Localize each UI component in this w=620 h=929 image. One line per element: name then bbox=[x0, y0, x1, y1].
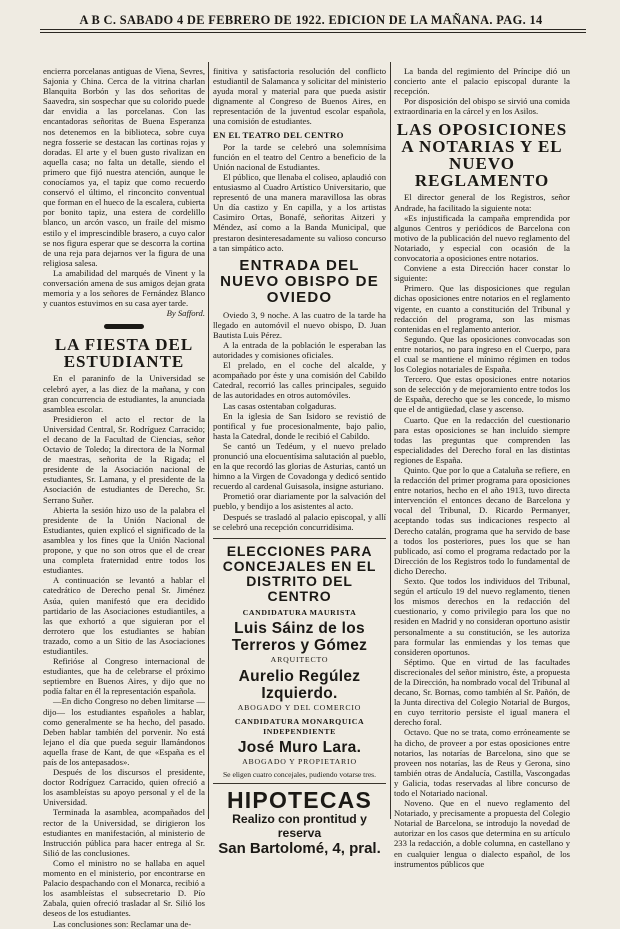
article-text: Como el ministro no se hallaba en aquel momento en el ministerio, por encontrarse en Palacio despachando con el Monarca, recibió a los asambleístas el subsecretario D. Pío Zabala, quien ofreció trasladar al Sr. Silió los deseos de los estudiantes. bbox=[43, 857, 205, 919]
article-text: Presidieron el acto el rector de la Universidad Central, Sr. Rodríguez Carracido; el decano de la Facultad de Ciencias, señor Octavio de Toledo; la directora de la Normal de maestras, señorita de la Rigada; el presidente de la Asociación nacional de estudiantes, Sr. Lamana, y el presidente de la Asociación de estudiantes de Derecho, Sr. Serrano Suñer. bbox=[43, 413, 205, 505]
ad-hipotecas-title: HIPOTECAS bbox=[227, 787, 372, 814]
ad-note: Se eligen cuatro concejales, pudiendo votarse tres. bbox=[222, 770, 377, 780]
ad-title: ELECCIONES PARA CONCEJALES EN EL DISTRITO DEL CENTRO bbox=[222, 542, 377, 604]
article-text: Octavo. Que no se trata, como erróneamente se ha dicho, de proveer a por estas oposiciones entre notarios, las notarías de Barcelona, sino que se proveen nos notarías, las de Reus y Gerona, sino también otras de Andalucía, Castilla, Vascongadas y Galicia, todas reservadas al libre concurso de todo el Notariado nacional. bbox=[394, 727, 570, 798]
ad-candidate-name: Luis Sáinz de los Terreros y Gómez bbox=[231, 619, 368, 654]
article-text: La amabilidad del marqués de Vinent y la conversación amena de sus amigos dejan grata memoria y a los señores de Fernández Blanco y cuantos estuvimos en su casa ayer tarde. bbox=[43, 267, 205, 309]
article-text: El director general de los Registros, señor Andrade, ha facilitado la siguiente nota: bbox=[394, 192, 570, 213]
headline-fiesta-estudiante: LA FIESTA DEL ESTUDIANTE bbox=[54, 335, 194, 372]
election-advertisement bbox=[213, 538, 386, 780]
column-1 bbox=[43, 66, 205, 929]
column-3 bbox=[394, 66, 570, 869]
article-text: Las casas ostentaban colgaduras. bbox=[223, 400, 337, 411]
article-text: Séptimo. Que en virtud de las facultades discrecionales del señor ministro, éste, a propuesta de la Dirección, ha nombrado vocal del Tribunal al decano, Sr. Bornas, como también al Sr. Pañón, de la Junta directiva del Colegio Notarial de Burgos, en cuyo territorio persiste el igual manera el derecho foral. bbox=[394, 656, 570, 728]
ad-candidate-profession: ABOGADO Y PROPIETARIO bbox=[242, 757, 357, 767]
article-text: Conviene a esta Dirección hacer constar lo siguiente: bbox=[394, 263, 570, 284]
ornament-divider bbox=[43, 321, 205, 331]
column-2 bbox=[213, 66, 386, 858]
article-text: Sexto. Que todos los individuos del Tribunal, según el artículo 19 del nuevo reglamento, tienen los mismos derechos en la redacción del cuestionario, y como privilegio para los que no residen en Madrid y no consideran oportuno asistir personalmente a su constitución, se les autoriza para formular las enmiendas y los temas que consideren oportunos. bbox=[394, 576, 570, 657]
article-text: Oviedo 3, 9 noche. A las cuatro de la tarde ha llegado en automóvil el nuevo obispo, D. Juan Bautista Luis Pérez. bbox=[213, 309, 386, 340]
column-divider-1 bbox=[208, 62, 209, 819]
article-text: A continuación se levantó a hablar el catedrático de Derecho penal Sr. Jiménez Asúa, quien manifestó que era decidido partidario de las Asociaciones estudiantiles, a las que exhortó a que siguieran por el derrotero que los estudiantes se habían trazado, como a un Sitio de las Asociaciones estudiantiles. bbox=[43, 575, 205, 656]
article-text: Por la tarde se celebró una solemnísima función en el teatro del Centro a beneficio de la Unión nacional de Estudiantes. bbox=[213, 141, 386, 172]
article-text: El prelado, en el coche del alcalde, y acompañado por éste y una comisión del Cabildo Catedral, recorrió las calles principales, seguido de las autoridades en otros automóviles. bbox=[213, 360, 386, 401]
article-text: Las conclusiones son: Reclamar una de- bbox=[53, 918, 192, 929]
page-masthead: A B C. SABADO 4 DE FEBRERO DE 1922. EDICION DE LA MAÑANA. PAG. 14 bbox=[79, 13, 543, 27]
masthead-rule-bottom bbox=[40, 32, 586, 33]
column-divider-2 bbox=[390, 62, 391, 819]
article-text: Después se trasladó al palacio episcopal, y allí se celebró una recepción concurridísima. bbox=[213, 511, 386, 532]
subheadline-teatro-centro: EN EL TEATRO DEL CENTRO bbox=[213, 129, 344, 140]
article-text: El público, que llenaba el coliseo, aplaudió con entusiasmo al Cuadro Artístico Universitario, que representó de una manera maravillosa las obras Un día castizo y En capilla, y a los artistas Casimiro Ortas, Bonafé, señoritas Aitzeri y Méndez, así como a la Banda Municipal, que prestaron desinteresadamente su valioso concurso a tan simpático acto. bbox=[213, 171, 386, 253]
ad-candidate-profession: ABOGADO Y DEL COMERCIO bbox=[237, 702, 362, 712]
article-text: —En dicho Congreso no deben limitarse —dijo— los estudiantes españoles a hablar, como generalmente se ha hecho, del pasado. Deben hablar también del porvenir. No está lejano el día que pueda seguir llamándonos aquella frase de Kant, de que «España es el país de los antepasados». bbox=[43, 696, 205, 767]
article-text: Abierta la sesión hizo uso de la palabra el presidente de la Unión Nacional de Estudiantes, quien explicó el significado de la asamblea y los fines que la Unión Nacional propone, y que no son otros que el de crear una completa fraternidad entre todos los estudiantes. bbox=[43, 504, 205, 576]
article-text: Cuarto. Que en la redacción del cuestionario para estas oposiciones se han incluído siempre todas las preguntas que comprenden las especialidades del Derecho foral en las distintas regiones de España. bbox=[394, 414, 570, 465]
article-text: En la iglesia de San Isidoro se revistió de pontifical y fue procesionalmente, bajo palio, hasta la Catedral, donde le recibió el Cabildo. bbox=[213, 410, 386, 441]
article-text: Después de los discursos el presidente, doctor Rodríguez Carracido, quien ofreció a los asambleístas su apoyo personal y el de la Universidad. bbox=[43, 767, 205, 808]
headline-oposiciones-notarias: LAS OPOSICIONES A NOTARIAS Y EL NUEVO REGLAMENTO bbox=[396, 120, 568, 191]
article-text: Segundo. Que las oposiciones convocadas son entre notarios, no para ingreso en el Cuerpo, para el cual se mantiene el mínimo régimen en todos los Colegios notariales de España. bbox=[394, 333, 570, 375]
masthead-rule-top bbox=[40, 29, 586, 30]
article-text: Tercero. Que estas oposiciones entre notarios son de selección y de mejoramiento entre todos los de España, derecho que se les concede, lo mismo que el de antigüedad, clase y ascenso. bbox=[394, 374, 570, 415]
article-text: Noveno. Que en el nuevo reglamento del Notariado, y precisamente a propuesta del Colegio Notarial de Barcelona, se introdujo la novedad de autorizar en los casos que determina en su artículo 233 la redacción, a doble columna, en castellano y en cualquier lengua o dialecto español, de los instrumentos públicos que bbox=[394, 798, 570, 869]
article-text: Terminada la asamblea, acompañados del rector de la Universidad, se dirigieron los estudiantes en manifestación, al ministerio de Instrucción pública para hacer entrega al Sr. Silió de las conclusiones. bbox=[43, 807, 205, 858]
article-text: Refirióse al Congreso internacional de estudiantes, que ha de celebrarse el próximo septiembre en Buenos Aires, y dijo que no podía faltar en él la representación española. bbox=[43, 656, 205, 697]
article-text: finitiva y satisfactoria resolución del conflicto estudiantil de Salamanca y solicitar del ministerio ayuda moral y material para que pueda asistir dignamente al Congreso de Buenos Aires, en representación de la juventud escolar española, una comisión de estudiantes. bbox=[213, 66, 386, 127]
article-text: Por disposición del obispo se sirvió una comida extraordinaria en la cárcel y en los Asilos. bbox=[394, 96, 570, 117]
article-text: Se cantó un Tedéum, y el nuevo prelado pronunció una elocuentísima salutación al pueblo, en la que recordó las glorias de Asturias, cantó un himno a la Virgen de Covadonga y dedicó sentido recuerdo al cardenal Guisasola, insigne asturiano. bbox=[213, 440, 386, 492]
ad-candidate-profession: ARQUITECTO bbox=[270, 654, 329, 664]
article-text: A la entrada de la población le esperaban las autoridades y comisiones oficiales. bbox=[213, 339, 386, 361]
article-signature: By Safford. bbox=[166, 308, 205, 319]
article-text: encierra porcelanas antiguas de Viena, Sevres, Sajonia y China. Cerca de la vitrina charlan Blanquita Borbón y las dos señoritas de Saavedra, sin sospechar que su colorido puede dar envidia a las porcelanas. Con las encantadoras señoritas de Buena Esperanza nos detenemos en la biblioteca, sobre cuya negra fosserie se destacan las cortinas rojas y doradas. El arte y el buen gusto rivalizan en aquella casa; no falta un detalle, siendo el primero que fijó nuestra atención, aunque le conocíamos ya, el tapiz que como recuerdo conservó el último, el rinconcito conventual que forman en el hueco de la escalera, cubierta por bonito tapiz, una estera de cordelillo blanco, un arcón vasco, un fraile del mismo estilo y el imprescindible brasero, a cuyo calor se nos figura esperar que se descorra la cortina de una reja para dejarnos ver la figura de una religiosa salesa. bbox=[43, 66, 205, 268]
article-text: En el paraninfo de la Universidad se celebró ayer, a las diez de la mañana, y con gran concurrencia de estudiantes, la anunciada asamblea escolar. bbox=[43, 373, 205, 414]
ad-candidacy-label: CANDIDATURA MAURISTA bbox=[242, 607, 357, 617]
ad-candidate-name: Aurelio Regúlez Izquierdo. bbox=[238, 667, 361, 702]
article-text: Quinto. Que por lo que a Cataluña se refiere, en la redacción del primer programa para oposiciones entre notarios, hecho en el año 1913, tuvo directa intervención el entonces decano de Barcelona y vocal del Tribunal, D. Ricardo Permanyer, aceptando todas sus indicaciones respecto al Derecho catalán, programa que ha servido de base a todos los posteriores, pues los que se han publicado, así como el programa redactado por la Dirección de los Registros todo lo fundamental de dicho Derecho. bbox=[394, 465, 570, 576]
ad-candidacy-label: CANDIDATURA MONARQUICA INDEPENDIENTE bbox=[234, 717, 365, 737]
ad-hipotecas-address: San Bartolomé, 4, pral. bbox=[218, 840, 381, 858]
ad-hipotecas-line: Realizo con prontitud y reserva bbox=[232, 812, 367, 841]
headline-obispo-oviedo: ENTRADA DEL NUEVO OBISPO DE OVIEDO bbox=[220, 256, 379, 306]
article-text: Prometió orar diariamente por la salvación del pueblo, y bendijo a los asistentes al acto. bbox=[213, 491, 386, 512]
hipotecas-advertisement bbox=[213, 783, 386, 857]
article-text: Primero. Que las disposiciones que regulan dichas oposiciones entre notarios en el reglamento vigente, en cuanto a constitución del Tribunal y redacción del programa, son las mismas contenidas en el reglamento anterior. bbox=[394, 283, 570, 334]
article-text: «Es injustificada la campaña emprendida por algunos Centros y periódicos de Barcelona con motivo de la publicación del nuevo reglamento del Notariado, y especial con ocasión de la convocatoria a oposiciones entre notarios. bbox=[394, 212, 570, 264]
article-text: La banda del regimiento del Príncipe dió un concierto ante el palacio episcopal durante la recepción. bbox=[394, 66, 570, 97]
ad-candidate-name: José Muro Lara. bbox=[237, 739, 362, 757]
